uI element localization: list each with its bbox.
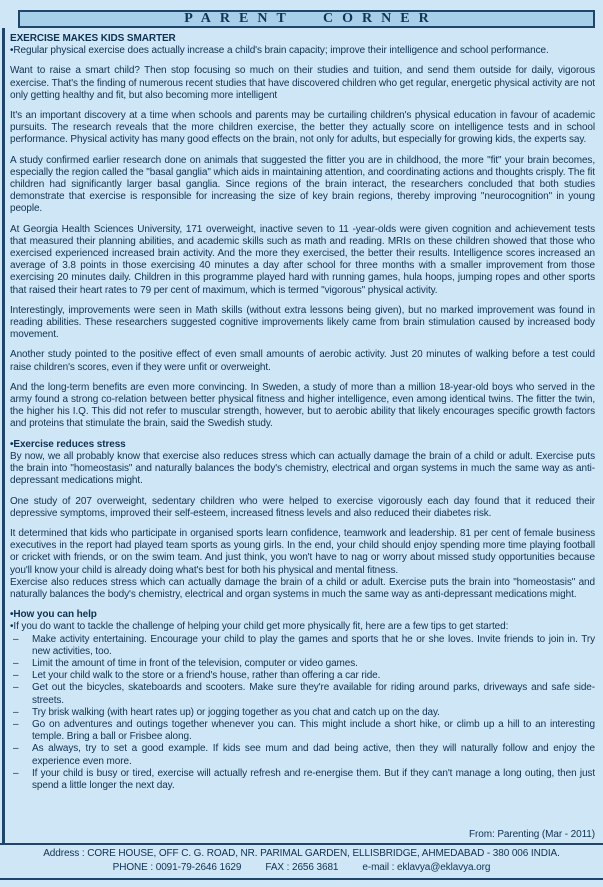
paragraph: It determined that kids who participate in organised sports learn confidence, teamwork and leadership. 81 per cent of female business executives in the report had played team sports as young girls. In the end, your child should enjoy spending more time playing football or cricket with friends, or on the swim team. And just think, you won't have to nag or worry about missed study opportunities because you'll know your child is already doing what's best for both his physical and mental fitness. xyxy=(10,527,595,576)
dash-marker: – xyxy=(13,633,19,645)
phone-text: PHONE : 0091-79-2646 1629 xyxy=(112,862,242,873)
dash-marker: – xyxy=(13,670,19,682)
dash-marker: – xyxy=(13,706,19,718)
dash-marker: – xyxy=(13,767,19,779)
footer-address-block xyxy=(0,846,603,876)
paragraph: One study of 207 overweight, sedentary children who were helped to exercise vigorously each day found that it reduced their depressive symptoms, improved their self-esteem, increased fitness levels and also reduced their diabetes risk. xyxy=(10,495,595,519)
paragraph: It's an important discovery at a time when schools and parents may be curtailing children's physical education in favour of academic pursuits. The research reveals that the more children exercise, the better they actually score on intelligence tests and in school performance. Physical activity has many good effects on the brain, not only for adults, but especially for growing kids, the experts say. xyxy=(10,110,595,146)
tip-text: Go on adventures and outings together whenever you can. This might include a short hike, or climb up a hill to an interesting temple. Bring a ball or Frisbee along. xyxy=(32,718,595,743)
left-border-rule xyxy=(2,28,5,843)
email-text: e-mail : eklavya@eklavya.org xyxy=(362,862,491,873)
tip-item xyxy=(10,719,595,743)
tip-item xyxy=(10,682,595,706)
article-body xyxy=(10,33,595,841)
tip-text: Limit the amount of time in front of the television, computer or video games. xyxy=(32,657,358,669)
section-heading-how-you-can-help: •How you can help xyxy=(10,609,97,621)
paragraph: A study confirmed earlier research done on animals that suggested the fitter you are in childhood, the more "fit" your brain becomes, especially the region called the "basal ganglia" which aids in maintaining attention, and coordinating actions and thoughts crisply. The fit children had significantly larger basal ganglia. Since regions of the brain interact, the researchers concluded that both studies demonstrate that exercise is responsible for increasing the size of key brain regions, thereby improving "neurocognition" in young people. xyxy=(10,154,595,215)
tip-item xyxy=(10,743,595,767)
tip-item xyxy=(10,707,595,719)
footer-divider xyxy=(0,843,603,845)
masthead-band xyxy=(18,10,595,28)
bottom-border-rule xyxy=(0,878,603,880)
paragraph: At Georgia Health Sciences University, 171 overweight, inactive seven to 11 -year-olds were given cognition and achievement tests that measured their planning abilities, and academic skills such as math and reading. MRIs on these children showed that those who exercised experienced increased brain activity. And the more they exercised, the better their results. Intelligence scores increased an average of 3.8 points in those exercising 40 minutes a day after school for three months with a smaller improvement from those exercising 20 minutes daily. Children in this programme played hard with running games, hula hoops, jumping ropes and other sports that raised their heart rates to 79 per cent of maximum, which is termed "vigorous" physical activity. xyxy=(10,223,595,296)
lead-bullet-paragraph: •Regular physical exercise does actually increase a child's brain capacity; improve their intelligence and school performance. xyxy=(10,45,549,57)
address-line: Address : CORE HOUSE, OFF C. G. ROAD, NR. PARIMAL GARDEN, ELLISBRIDGE, AHMEDABAD - 380 006 INDIA. xyxy=(43,848,560,859)
tip-text: Make activity entertaining. Encourage your child to play the games and sports that he or she loves. Invite friends to join in. Try new activities, too. xyxy=(32,633,595,657)
paragraph: Exercise also reduces stress which can actually damage the brain of a child or adult. Exercise puts the brain into "homeostasis" and naturally balances the body's chemistry, electrical and organ systems in much the same way as anti-depressant medications might. xyxy=(10,576,595,600)
paragraph: Interestingly, improvements were seen in Math skills (without extra lessons being given), but no marked improvement was found in reading abilities. These researchers suggested cognitive improvements likely came from brain stimulation caused by increased body movement. xyxy=(10,304,595,341)
dash-marker: – xyxy=(13,682,19,694)
dash-marker: – xyxy=(13,743,19,755)
section-heading-exercise-reduces-stress: •Exercise reduces stress xyxy=(10,438,126,450)
paragraph: Want to raise a smart child? Then stop focusing so much on their studies and tuition, and send them outside for daily, vigorous exercise. That's the finding of numerous recent studies that have discovered children who get regular, energetic physical activity are not only getting healthy and fit, but also becoming more intelligent xyxy=(10,65,595,101)
fax-text: FAX : 2656 3681 xyxy=(265,862,339,873)
tip-item xyxy=(10,634,595,658)
contact-line xyxy=(0,861,603,875)
tips-intro: •If you do want to tackle the challenge of helping your child get more physically fit, here are a few tips to get started: xyxy=(10,621,509,633)
paragraph: And the long-term benefits are even more convincing. In Sweden, a study of more than a million 18-year-old boys who served in the army found a strong co-relation between better physical fitness and higher intelligence, even among identical twins. The fitter the twin, the higher his I.Q. This did not refer to muscular strength, however, but to aerobic ability that likely encourages specific growth factors and proteins that stimulate the brain, said the Swedish study. xyxy=(10,381,595,430)
tip-text: Try brisk walking (with heart rates up) or jogging together as you chat and catch up on the day. xyxy=(32,706,440,718)
page-title: PARENT CORNER xyxy=(184,11,438,26)
dash-marker: – xyxy=(13,718,19,730)
tip-text: As always, try to set a good example. If kids see mum and dad being active, then they will naturally follow and enjoy the experience even more. xyxy=(32,743,595,767)
tip-text: Get out the bicycles, skateboards and scooters. Make sure they're available for riding around parks, driveways and safe side-streets. xyxy=(32,682,595,706)
tip-item xyxy=(10,670,595,682)
dash-marker: – xyxy=(13,657,19,669)
paragraph: By now, we all probably know that exercise also reduces stress which can actually damage the brain of a child or adult. Exercise puts the brain into "homeostasis" and naturally balances the body's chemistry, electrical and organ systems in much the same way as anti-depressant medications might. xyxy=(10,450,595,487)
tip-item xyxy=(10,768,595,792)
tip-item xyxy=(10,658,595,670)
attribution-text: From: Parenting (Mar - 2011) xyxy=(469,829,595,840)
tips-list xyxy=(10,634,595,793)
article-heading: EXERCISE MAKES KIDS SMARTER xyxy=(10,33,176,44)
tip-text: If your child is busy or tired, exercise will actually refresh and re-energise them. But if they can't manage a long outing, then just spend a little longer the next day. xyxy=(32,767,595,791)
tip-text: Let your child walk to the store or a friend's house, rather than offering a car ride. xyxy=(32,670,381,682)
paragraph: Another study pointed to the positive effect of even small amounts of aerobic activity. Just 20 minutes of walking before a test could raise children's scores, even if they were unfit or overweight. xyxy=(10,349,595,373)
